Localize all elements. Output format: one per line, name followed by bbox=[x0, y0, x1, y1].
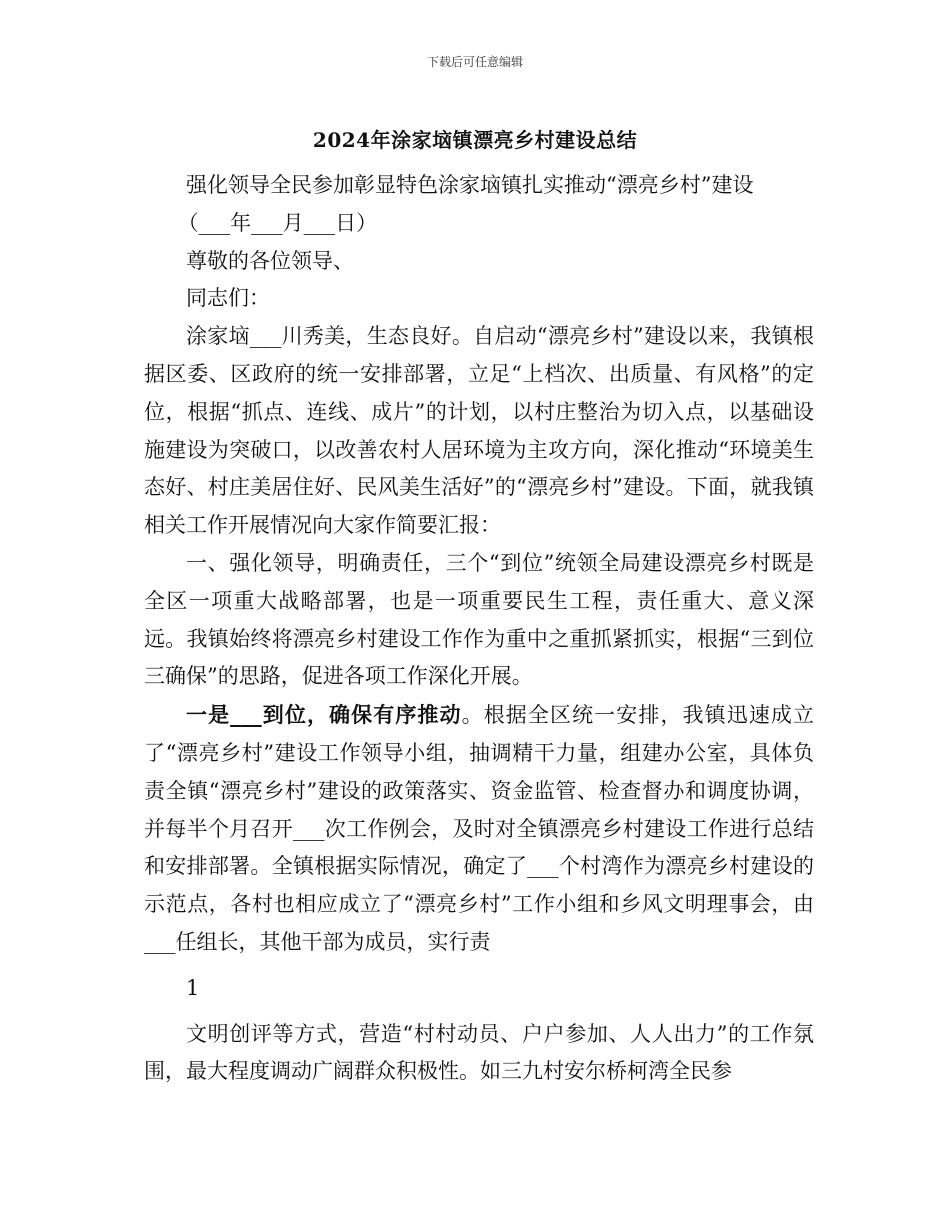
header-note: 下载后可任意编辑 bbox=[426, 55, 523, 69]
point-1-body: 。根据全区统一安排，我镇迅速成立了“漂亮乡村”建设工作领导小组，抽调精干力量，组建办公室，具体负责全镇“漂亮乡村”建设的政策落实、资金监管、检查督办和调度协调，并每半个月召开___次工作例会，及时对全镇漂亮乡村建设工作进行总结和安排部署。全镇根据实际情况，确定了___个村湾作为漂亮乡村建设的示范点，各村也相应成立了“漂亮乡村”工作小组和乡风文明理事会，由___任组长，其他干部为成员，实行责 bbox=[144, 703, 815, 954]
page-number: 1 bbox=[186, 975, 200, 1000]
paragraph-continued: 文明创评等方式，营造“村村动员、户户参加、人人出力”的工作氛围，最大程度调动广阔群众积极性。如三九村安尔桥柯湾全民参 bbox=[144, 1021, 814, 1084]
document-title: 2024年涂家垴镇漂亮乡村建设总结 bbox=[312, 128, 638, 152]
paragraph-intro: 涂家垴___川秀美，生态良好。自启动“漂亮乡村”建设以来，我镇根据区委、区政府的统一安排部署，立足“上档次、出质量、有风格”的定位，根据“抓点、连线、成片”的计划，以村庄整治为切入点，以基础设施建设为突破口，以改善农村人居环境为主攻方向，深化推动“环境美生态好、村庄美居住好、民风美生活好”的“漂亮乡村”建设。下面，就我镇相关工作开展情况向大家作简要汇报： bbox=[144, 324, 814, 538]
document-body bbox=[144, 167, 814, 1091]
point-1-lead: 一是___到位，确保有序推动 bbox=[186, 702, 462, 728]
date-line: （___年___月___日） bbox=[177, 210, 378, 235]
subtitle: 强化领导全民参加彰显特色涂家垴镇扎实推动“漂亮乡村”建设 bbox=[186, 173, 754, 197]
paragraph-point-1 bbox=[144, 696, 814, 962]
paragraph-section-1: 一、强化领导，明确责任，三个“到位”统领全局建设漂亮乡村既是全区一项重大战略部署，也是一项重要民生工程，责任重大、意义深远。我镇始终将漂亮乡村建设工作作为重中之重抓紧抓实，根据“三到位三确保”的思路，促进各项工作深化开展。 bbox=[144, 550, 814, 689]
salutation-line-2: 同志们： bbox=[186, 286, 270, 311]
salutation-line-1: 尊敬的各位领导、 bbox=[186, 248, 354, 273]
